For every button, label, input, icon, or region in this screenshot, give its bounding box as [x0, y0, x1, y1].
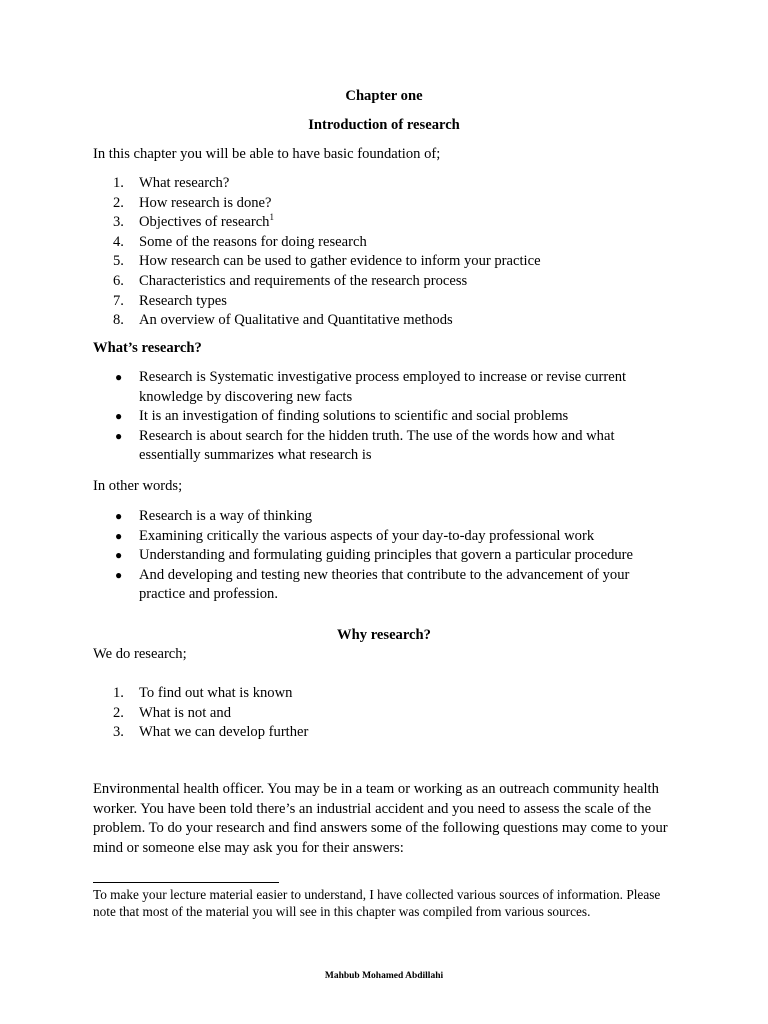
list-number: 1.	[113, 685, 124, 701]
list-item-text: Some of the reasons for doing research	[139, 233, 367, 250]
list-number: 5.	[113, 253, 124, 270]
list-item-text: To find out what is known	[139, 685, 293, 701]
list-item	[93, 194, 673, 214]
bullet-icon: ●	[115, 428, 123, 443]
why-research-heading: Why research?	[337, 627, 431, 643]
list-item-text: Research is about search for the hidden truth. The use of the words how and what essentially summarizes what research is	[139, 427, 615, 464]
list-item	[93, 252, 673, 272]
list-item	[93, 368, 673, 407]
whats-research-list	[93, 368, 673, 466]
list-item	[93, 507, 673, 527]
we-do-research-intro: We do research;	[93, 646, 187, 662]
list-item-text: Understanding and formulating guiding principles that govern a particular procedure	[139, 547, 634, 564]
bullet-icon: ●	[115, 370, 123, 384]
list-number: 3.	[113, 724, 124, 741]
list-item-text: Examining critically the various aspects of your day-to-day professional work	[139, 527, 595, 544]
list-item	[93, 272, 673, 292]
list-item-text: How research is done?	[139, 194, 272, 211]
list-item-text: How research can be used to gather evidence to inform your practice	[139, 253, 541, 270]
list-item	[93, 233, 673, 253]
bullet-icon: ●	[115, 567, 123, 582]
list-item	[93, 546, 673, 566]
chapter-subtitle: Introduction of research	[308, 117, 460, 133]
environmental-paragraph: Environmental health officer. You may be in a team or working as an outreach community health worker. You have been told there’s an industrial accident and you need to assess the scale of the problem. To do your research and find answers some of the following questions may come to your mind or someone else may ask you for their answers:	[93, 781, 668, 856]
list-item-text: What we can develop further	[139, 724, 309, 741]
bullet-icon: ●	[115, 509, 123, 523]
other-words-intro: In other words;	[93, 478, 183, 494]
list-item	[93, 213, 673, 233]
list-item-text: And developing and testing new theories that contribute to the advancement of your practice and profession.	[139, 566, 630, 603]
list-item	[93, 407, 673, 427]
list-number: 4.	[113, 233, 124, 250]
list-number: 2.	[113, 704, 124, 721]
list-number: 1.	[113, 175, 124, 191]
list-item	[93, 527, 673, 547]
list-item	[93, 704, 673, 724]
footnote-separator	[93, 882, 279, 883]
page-footer-author: Mahbub Mohamed Abdillahi	[324, 971, 444, 981]
bullet-icon: ●	[115, 528, 123, 543]
list-item	[93, 566, 673, 605]
list-item-text: Research types	[139, 292, 227, 309]
list-item-text: Research is a way of thinking	[139, 508, 313, 524]
list-item	[93, 311, 673, 331]
other-words-list	[93, 507, 673, 605]
list-number: 7.	[113, 292, 124, 309]
list-item-text: An overview of Qualitative and Quantitative methods	[139, 312, 453, 329]
list-item-text: What research?	[139, 175, 230, 191]
list-item	[93, 174, 673, 194]
list-item	[93, 723, 673, 743]
list-number: 8.	[113, 312, 124, 329]
bullet-icon: ●	[115, 548, 123, 563]
reasons-list	[93, 684, 673, 743]
list-item-text: Research is Systematic investigative process employed to increase or revise current knowledge by discovering new facts	[139, 369, 627, 405]
list-item-text: Characteristics and requirements of the research process	[139, 272, 468, 289]
list-number: 2.	[113, 194, 124, 211]
footnote-text: To make your lecture material easier to understand, I have collected various sources of information. Please note that most of the material you will see in this chapter was compiled from various sources.	[93, 887, 661, 919]
chapter-title: Chapter one	[345, 88, 423, 104]
list-item	[93, 292, 673, 312]
list-item	[93, 684, 673, 704]
whats-research-heading: What’s research?	[93, 340, 202, 356]
bullet-icon: ●	[115, 409, 123, 424]
intro-paragraph: In this chapter you will be able to have basic foundation of;	[93, 146, 441, 162]
list-number: 6.	[113, 272, 124, 289]
list-number: 3.	[113, 214, 124, 231]
footnote-reference[interactable]: 1	[269, 212, 274, 223]
list-item-text: What is not and	[139, 704, 232, 721]
objectives-list	[93, 174, 673, 331]
list-item	[93, 427, 673, 466]
list-item-text: Objectives of research	[139, 214, 270, 231]
list-item-text: It is an investigation of finding solutions to scientific and social problems	[139, 408, 569, 425]
